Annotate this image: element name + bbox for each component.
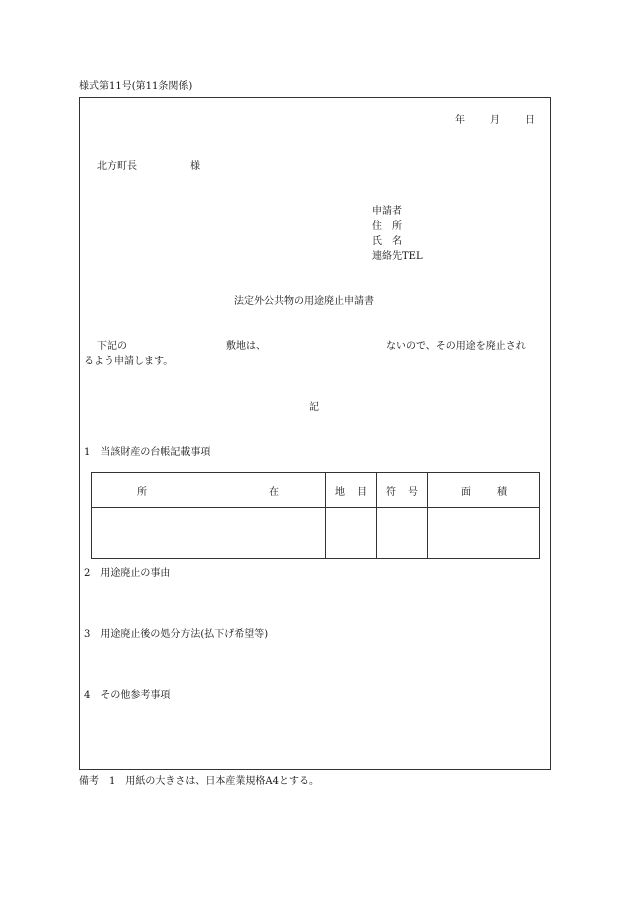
area-header-char1: 面: [461, 486, 471, 498]
land-category-header: [326, 473, 377, 508]
location-cell[interactable]: [92, 508, 326, 559]
body-text-part3: ないので、その用途を廃止され: [386, 341, 526, 352]
section-2-heading: 2 用途廃止の事由: [84, 568, 171, 579]
land-category-cell[interactable]: [326, 508, 377, 559]
remarks-note: 備考 1 用紙の大きさは、日本産業規格A4とする。: [79, 776, 319, 787]
form-frame: [79, 97, 551, 770]
date-day-label: 日: [525, 115, 535, 126]
section-4-heading: 4 その他参考事項: [84, 690, 171, 701]
property-ledger-table: [91, 472, 540, 559]
section-3-heading: 3 用途廃止後の処分方法(払下げ希望等): [84, 629, 269, 640]
applicant-name-label: 氏 名: [372, 236, 402, 247]
area-header: [428, 473, 540, 508]
lot-number-cell[interactable]: [377, 508, 428, 559]
applicant-address-label: 住 所: [372, 221, 402, 232]
lot-number-header: [377, 473, 428, 508]
location-header-char1: 所: [137, 486, 147, 498]
body-text-part1: 下記の: [97, 341, 127, 352]
body-text-line2: るよう申請します。: [84, 356, 174, 367]
land-category-header-char2: 目: [357, 486, 367, 498]
applicant-contact-label: 連絡先TEL: [372, 251, 423, 262]
body-text-part2: 敷地は、: [226, 341, 266, 352]
area-header-char2: 積: [497, 486, 507, 498]
lot-number-header-char2: 号: [408, 486, 418, 498]
section-1-heading: 1 当該財産の台帳記載事項: [84, 447, 211, 458]
form-number: 様式第11号(第11条関係): [79, 81, 193, 92]
area-cell[interactable]: [428, 508, 540, 559]
addressee-title: 北方町長: [97, 161, 137, 172]
location-header-char2: 在: [269, 486, 279, 498]
date-year-label: 年: [455, 115, 465, 126]
land-category-header-char1: 地: [335, 486, 345, 498]
date-month-label: 月: [490, 115, 500, 126]
lot-number-header-char1: 符: [386, 486, 396, 498]
applicant-heading: 申請者: [372, 206, 402, 217]
ki-heading: 記: [309, 402, 319, 413]
addressee-honorific: 様: [190, 161, 200, 172]
location-header: [92, 473, 326, 508]
document-title: 法定外公共物の用途廃止申請書: [234, 296, 374, 307]
